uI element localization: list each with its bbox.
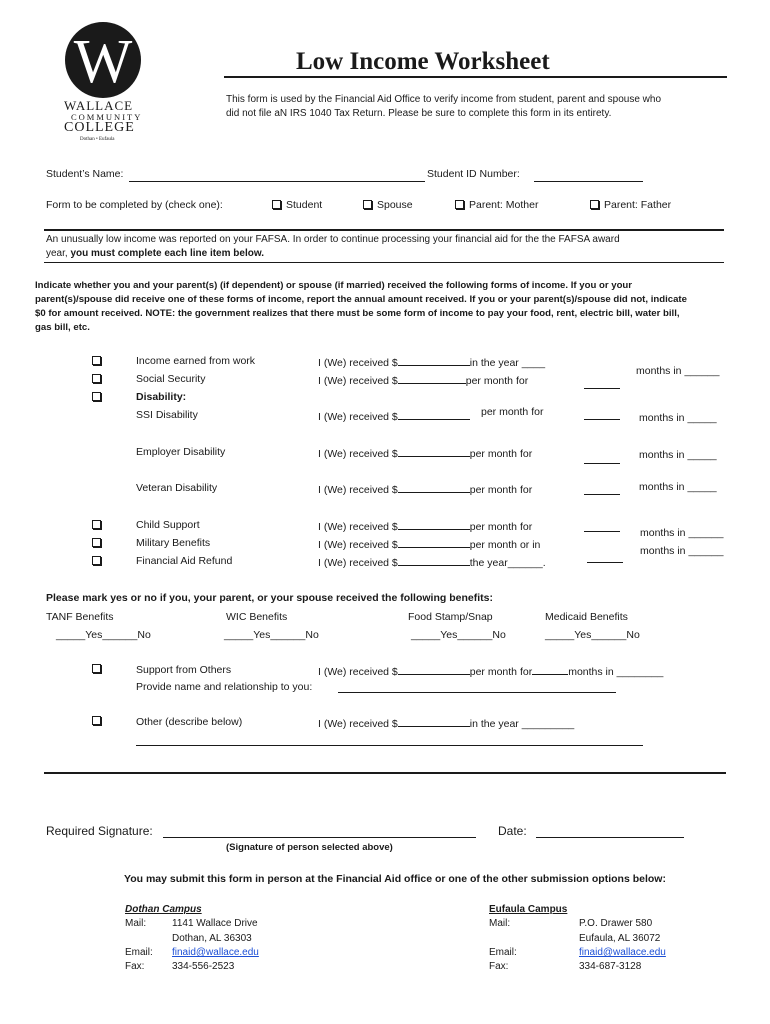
support-from-others-checkbox[interactable] [92, 664, 101, 673]
dothan-fax: 334-556-2523 [172, 961, 235, 972]
work-amount-field[interactable] [398, 355, 470, 366]
dothan-mail-line-1: 1141 Wallace Drive [172, 918, 258, 929]
support-months-field[interactable] [532, 664, 568, 675]
parent-mother-checkbox[interactable] [455, 200, 464, 209]
student-name-field[interactable] [129, 181, 425, 182]
social-security-checkbox[interactable] [92, 374, 101, 383]
ssi-months-in: months in _____ [639, 412, 717, 424]
child-support-label: Child Support [136, 519, 200, 531]
veteran-disability-received: I (We) received $ per month for [318, 484, 533, 496]
child-support-months-in: months in ______ [640, 527, 724, 539]
eufaula-campus-heading: Eufaula Campus [489, 904, 568, 915]
provide-relationship-label: Provide name and relationship to you: [136, 681, 313, 693]
military-benefits-received: I (We) received $ per month or in [318, 539, 541, 551]
military-benefits-label: Military Benefits [136, 537, 211, 549]
notice-top-rule [44, 229, 724, 231]
medicaid-yes-no[interactable]: _____Yes______No [545, 629, 640, 641]
notice-bottom-rule [44, 262, 724, 263]
social-security-months-field[interactable] [584, 388, 620, 389]
eufaula-email-label: Email: [489, 947, 517, 958]
military-benefits-amount-field[interactable] [398, 537, 470, 548]
logo-line-community: COMMUNITY [71, 112, 143, 122]
notice-line-1: An unusually low income was reported on your FAFSA. In order to continue processing your financial aid for the the FAFSA award [46, 234, 620, 245]
military-benefits-checkbox[interactable] [92, 538, 101, 547]
ssi-label: SSI Disability [136, 409, 198, 421]
student-checkbox[interactable] [272, 200, 281, 209]
food-stamp-yes-no[interactable]: _____Yes______No [411, 629, 506, 641]
other-description-field[interactable] [136, 745, 643, 746]
student-name-label: Student’s Name: [46, 168, 124, 180]
dothan-mail-line-2: Dothan, AL 36303 [172, 933, 252, 944]
financial-aid-refund-amount-field[interactable] [398, 555, 470, 566]
parent-father-option-label: Parent: Father [604, 199, 672, 211]
eufaula-mail-label: Mail: [489, 918, 511, 929]
tanf-label: TANF Benefits [46, 611, 114, 623]
section-divider [44, 772, 726, 774]
work-label: Income earned from work [136, 355, 256, 367]
veteran-disability-months-field[interactable] [584, 494, 620, 495]
employer-disability-label: Employer Disability [136, 446, 226, 458]
employer-disability-months-in: months in _____ [639, 449, 717, 461]
employer-disability-received: I (We) received $ per month for [318, 448, 533, 460]
employer-disability-amount-field[interactable] [398, 446, 470, 457]
social-security-amount-field[interactable] [398, 373, 466, 384]
title-rule [224, 76, 727, 78]
support-amount-field[interactable] [398, 664, 470, 675]
dothan-email-link[interactable]: finaid@wallace.edu [172, 947, 259, 958]
instructions-line-4: gas bill, etc. [35, 322, 90, 333]
disability-heading: Disability: [136, 391, 187, 403]
other-income-received: I (We) received $ in the year _________ [318, 718, 575, 730]
eufaula-fax-label: Fax: [489, 961, 509, 972]
child-support-amount-field[interactable] [398, 519, 470, 530]
child-support-received: I (We) received $ per month for [318, 521, 533, 533]
support-from-others-received: I (We) received $ per month for months in ________ [318, 666, 664, 678]
intro-line-1: This form is used by the Financial Aid Office to verify income from student, parent and spouse who [226, 94, 662, 105]
ssi-received: I (We) received $ [318, 409, 470, 423]
financial-aid-refund-label: Financial Aid Refund [136, 555, 233, 567]
ssi-amount-field[interactable] [398, 409, 470, 420]
completed-by-label: Form to be completed by (check one): [46, 199, 223, 211]
parent-father-checkbox[interactable] [590, 200, 599, 209]
other-income-label: Other (describe below) [136, 716, 243, 728]
logo-emblem [56, 20, 152, 100]
other-income-checkbox[interactable] [92, 716, 101, 725]
submission-heading: You may submit this form in person at the Financial Aid office or one of the other submission options below: [124, 873, 666, 885]
child-support-checkbox[interactable] [92, 520, 101, 529]
spouse-checkbox[interactable] [363, 200, 372, 209]
military-benefits-months-in: months in ______ [640, 545, 724, 557]
dothan-fax-label: Fax: [125, 961, 145, 972]
ssi-per-month: per month for [481, 406, 544, 418]
social-security-label: Social Security [136, 373, 206, 385]
spouse-option-label: Spouse [377, 199, 413, 211]
logo-line-campuses: Dothan • Eufaula [80, 137, 115, 142]
benefits-heading: Please mark yes or no if you, your parent, or your spouse received the following benefits: [46, 592, 493, 604]
dothan-email-label: Email: [125, 947, 153, 958]
veteran-disability-label: Veteran Disability [136, 482, 218, 494]
eufaula-email-link[interactable]: finaid@wallace.edu [579, 947, 666, 958]
work-checkbox[interactable] [92, 356, 101, 365]
social-security-received: I (We) received $ per month for [318, 375, 529, 387]
student-option-label: Student [286, 199, 323, 211]
support-from-others-label: Support from Others [136, 664, 232, 676]
instructions-line-3: $0 for amount received. NOTE: the government realizes that there must be some form of income to pay your food, rent, electric bill, water bill, [35, 308, 680, 319]
parent-mother-option-label: Parent: Mother [469, 199, 539, 211]
veteran-disability-months-in: months in _____ [639, 481, 717, 493]
svg-text:W: W [73, 28, 133, 96]
logo-line-wallace: WALLACE [64, 98, 134, 113]
signature-field[interactable] [163, 837, 476, 838]
page-title: Low Income Worksheet [296, 48, 550, 75]
date-label: Date: [498, 824, 527, 838]
student-id-field[interactable] [534, 181, 643, 182]
relationship-field[interactable] [338, 692, 616, 693]
financial-aid-refund-checkbox[interactable] [92, 556, 101, 565]
student-id-label: Student ID Number: [427, 168, 520, 180]
dothan-mail-label: Mail: [125, 918, 147, 929]
wic-yes-no[interactable]: _____Yes______No [224, 629, 319, 641]
signature-caption: (Signature of person selected above) [226, 842, 393, 853]
other-amount-field[interactable] [398, 716, 470, 727]
social-security-months-in: months in ______ [636, 365, 720, 377]
eufaula-mail-line-1: P.O. Drawer 580 [579, 918, 653, 929]
tanf-yes-no[interactable]: _____Yes______No [56, 629, 151, 641]
signature-label: Required Signature: [46, 824, 153, 838]
intro-line-2: did not file aN IRS 1040 Tax Return. Please be sure to complete this form in its entirety. [226, 108, 612, 119]
college-logo [56, 20, 152, 142]
medicaid-label: Medicaid Benefits [545, 611, 628, 623]
instructions-line-2: parent(s)/spouse did receive one of these forms of income, report the annual amount received. If you or your parent(s)/spouse did not, indicate [35, 294, 687, 305]
veteran-disability-amount-field[interactable] [398, 482, 470, 493]
date-field[interactable] [536, 837, 684, 838]
food-stamp-label: Food Stamp/Snap [408, 611, 493, 623]
instructions-line-1: Indicate whether you and your parent(s) (if dependent) or spouse (if married) received the following forms of income. If you or your [35, 280, 633, 291]
dothan-campus-heading: Dothan Campus [125, 904, 202, 915]
eufaula-fax: 334-687-3128 [579, 961, 642, 972]
employer-disability-months-field[interactable] [584, 463, 620, 464]
financial-aid-refund-months-field[interactable] [587, 562, 623, 563]
eufaula-mail-line-2: Eufaula, AL 36072 [579, 933, 661, 944]
disability-checkbox[interactable] [92, 392, 101, 401]
wic-label: WIC Benefits [226, 611, 288, 623]
logo-line-college: COLLEGE [64, 120, 135, 135]
work-received: I (We) received $ in the year ____ [318, 357, 546, 369]
notice-line-2: year, you must complete each line item below. [46, 248, 265, 259]
financial-aid-refund-received: I (We) received $ the year______. [318, 557, 546, 569]
child-support-months-field[interactable] [584, 531, 620, 532]
ssi-months-field[interactable] [584, 419, 620, 420]
